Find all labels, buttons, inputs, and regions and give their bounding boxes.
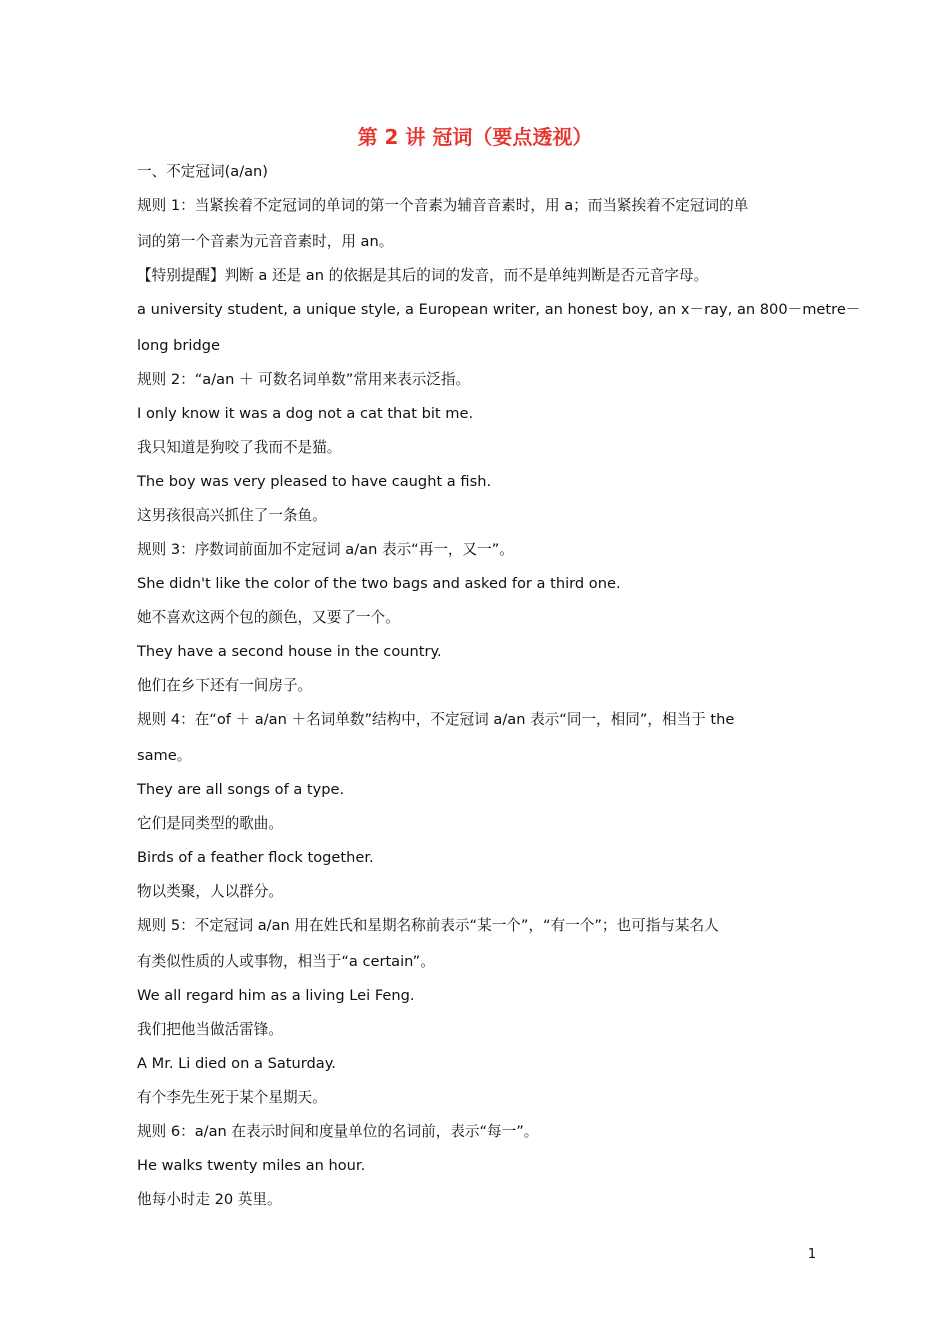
rule-1-text: 规则 1：当紧挨着不定冠词的单词的第一个音素为辅音音素时，用 a；而当紧挨着不定冠词的单 bbox=[137, 197, 749, 214]
example-sentence: We all regard him as a living Lei Feng. bbox=[137, 987, 415, 1004]
example-sentence: I only know it was a dog not a cat that bit me. bbox=[137, 405, 474, 422]
example-translation: 它们是同类型的歌曲。 bbox=[137, 815, 283, 832]
example-sentence: They are all songs of a type. bbox=[137, 781, 345, 798]
example-sentence: He walks twenty miles an hour. bbox=[137, 1157, 366, 1174]
example-translation: 她不喜欢这两个包的颜色，又要了一个。 bbox=[137, 609, 400, 626]
example-translation: 有个李先生死于某个星期天。 bbox=[137, 1089, 327, 1106]
example-translation: 物以类聚，人以群分。 bbox=[137, 883, 283, 900]
body-text bbox=[137, 160, 861, 1222]
example-translation: 他们在乡下还有一间房子。 bbox=[137, 677, 313, 694]
example-translation: 我只知道是狗咬了我而不是猫。 bbox=[137, 439, 342, 456]
section-heading: 一、不定冠词(a/an) bbox=[137, 163, 269, 180]
rule-4-text-cont: same。 bbox=[137, 747, 192, 764]
rule-2-text: 规则 2：“a/an ＋ 可数名词单数”常用来表示泛指。 bbox=[137, 371, 471, 388]
rule-1-text-cont: 词的第一个音素为元音音素时，用 an。 bbox=[137, 233, 394, 250]
rule-6-text: 规则 6：a/an 在表示时间和度量单位的名词前，表示“每一”。 bbox=[137, 1123, 539, 1140]
example-sentence: A Mr. Li died on a Saturday. bbox=[137, 1055, 336, 1072]
example-sentence: The boy was very pleased to have caught a fish. bbox=[137, 473, 492, 490]
example-translation: 我们把他当做活雷锋。 bbox=[137, 1021, 283, 1038]
rule-5-text-cont: 有类似性质的人或事物，相当于“a certain”。 bbox=[137, 953, 435, 970]
example-list-cont: long bridge bbox=[137, 337, 220, 354]
example-sentence: They have a second house in the country. bbox=[137, 643, 442, 660]
example-sentence: She didn't like the color of the two bags and asked for a third one. bbox=[137, 575, 621, 592]
page-number: 1 bbox=[807, 1247, 817, 1262]
rule-5-text: 规则 5：不定冠词 a/an 用在姓氏和星期名称前表示“某一个”，“有一个”；也可指与某名人 bbox=[137, 917, 719, 934]
example-list: a university student, a unique style, a European writer, an honest boy, an x－ray, an 800－metre－ bbox=[137, 301, 861, 318]
special-note: 【特别提醒】判断 a 还是 an 的依据是其后的词的发音，而不是单纯判断是否元音字母。 bbox=[137, 267, 709, 284]
example-translation: 这男孩很高兴抓住了一条鱼。 bbox=[137, 507, 327, 524]
page-title: 第 2 讲 冠词（要点透视） bbox=[357, 125, 593, 149]
rule-3-text: 规则 3：序数词前面加不定冠词 a/an 表示“再一，又一”。 bbox=[137, 541, 514, 558]
rule-4-text: 规则 4：在“of ＋ a/an ＋名词单数”结构中，不定冠词 a/an 表示“同一，相同”，相当于 the bbox=[137, 711, 735, 728]
example-sentence: Birds of a feather flock together. bbox=[137, 849, 374, 866]
example-translation: 他每小时走 20 英里。 bbox=[137, 1191, 282, 1208]
